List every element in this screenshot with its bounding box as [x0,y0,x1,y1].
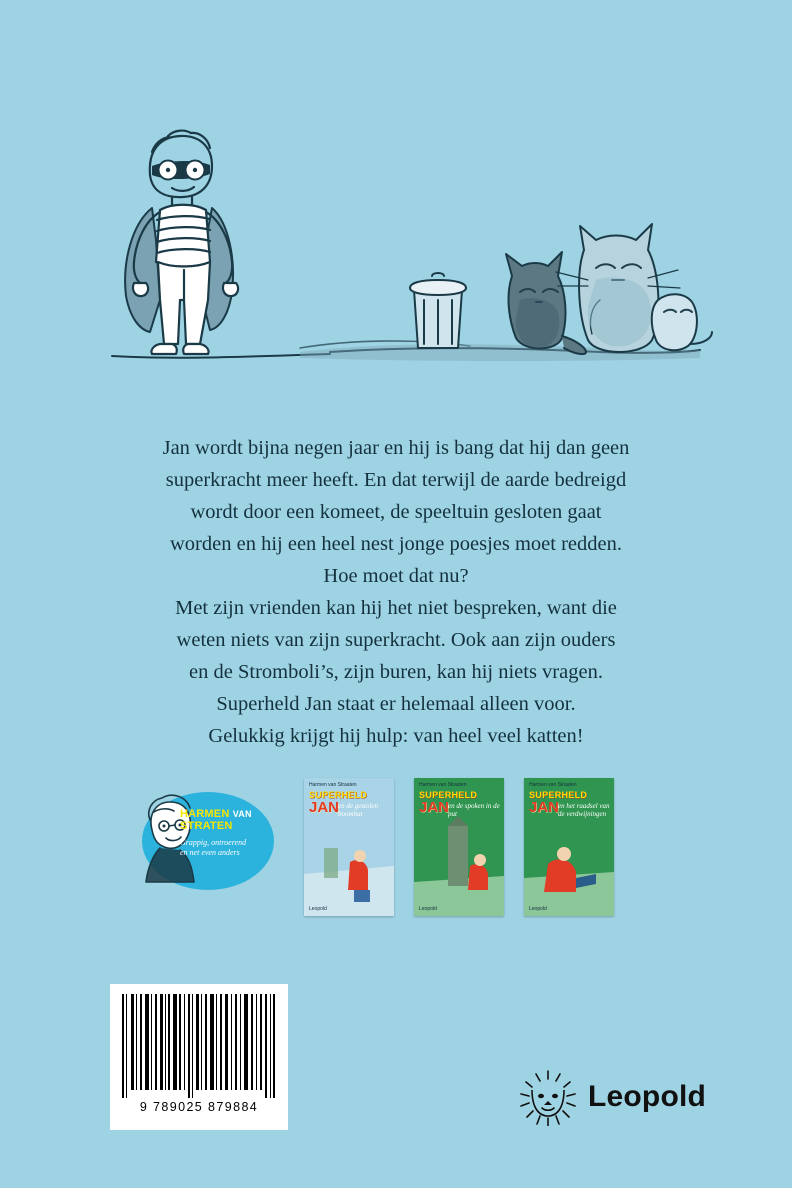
blurb-line: Jan wordt bijna negen jaar en hij is bang dat hij dan geen [162,437,630,459]
blurb-line: Met zijn vrienden kan hij het niet bespreken, want die [175,597,617,619]
related-cover-3-series: SUPERHELD [529,790,588,800]
blurb-line: superkracht meer heeft. En dat terwijl de aarde bedreigd [165,469,627,491]
author-tagline-line2: en net even anders [180,848,240,857]
related-cover-1-subtitle: en de gestolen boomhut [338,802,379,818]
related-cover-1-publisher: Leopold [309,906,327,912]
related-cover-2[interactable] [414,778,504,916]
related-cover-1[interactable] [304,778,394,916]
author-first-name: HARMEN [180,808,230,820]
publisher-logo [520,1068,740,1130]
related-cover-2-name: JAN [419,799,450,816]
related-cover-2-series: SUPERHELD [419,790,478,800]
publisher-name: Leopold [588,1080,707,1113]
related-cover-2-subtitle: en de spoken in de put [448,802,500,818]
author-name-van: VAN [232,809,252,819]
blurb-line: Superheld Jan staat er helemaal alleen voor. [216,693,576,715]
author-badge [128,786,276,896]
related-cover-3-publisher: Leopold [529,906,547,912]
blurb-line: Hoe moet dat nu? [323,565,469,587]
author-name-line2: STRATEN [180,820,233,832]
related-cover-3-subtitle: en het raadsel van de verdwijningen [558,802,610,818]
related-cover-2-author: Harmen van Straaten [419,782,467,788]
isbn-barcode [110,984,288,1130]
related-cover-3[interactable] [524,778,614,916]
lion-head-icon [520,1070,576,1126]
author-tagline-line1: Grappig, ontroerend [180,838,247,847]
blurb-line: wordt door een komeet, de speeltuin gesloten gaat [190,501,602,523]
blurb-line: weten niets van zijn superkracht. Ook aan zijn ouders [176,629,616,651]
related-cover-1-name: JAN [309,799,340,816]
blurb-line: Gelukkig krijgt hij hulp: van heel veel katten! [208,725,584,747]
blurb-text [96,432,696,752]
author-name-line1 [180,808,272,820]
author-tagline [180,838,272,858]
related-cover-1-author: Harmen van Straaten [309,782,357,788]
related-cover-2-publisher: Leopold [419,906,437,912]
related-cover-3-name: JAN [529,799,560,816]
blurb-line: worden en hij een heel nest jonge poesjes moet redden. [170,533,622,555]
related-cover-1-series: SUPERHELD [309,790,368,800]
related-titles-strip [128,778,668,928]
author-badge-text [180,808,272,858]
cover-illustration [0,0,792,420]
barcode-bars [122,994,276,1098]
related-cover-3-author: Harmen van Straaten [529,782,577,788]
isbn-number: 9 789025 879884 [139,1100,259,1114]
blurb-line: en de Stromboli’s, zijn buren, kan hij niets vragen. [189,661,603,683]
